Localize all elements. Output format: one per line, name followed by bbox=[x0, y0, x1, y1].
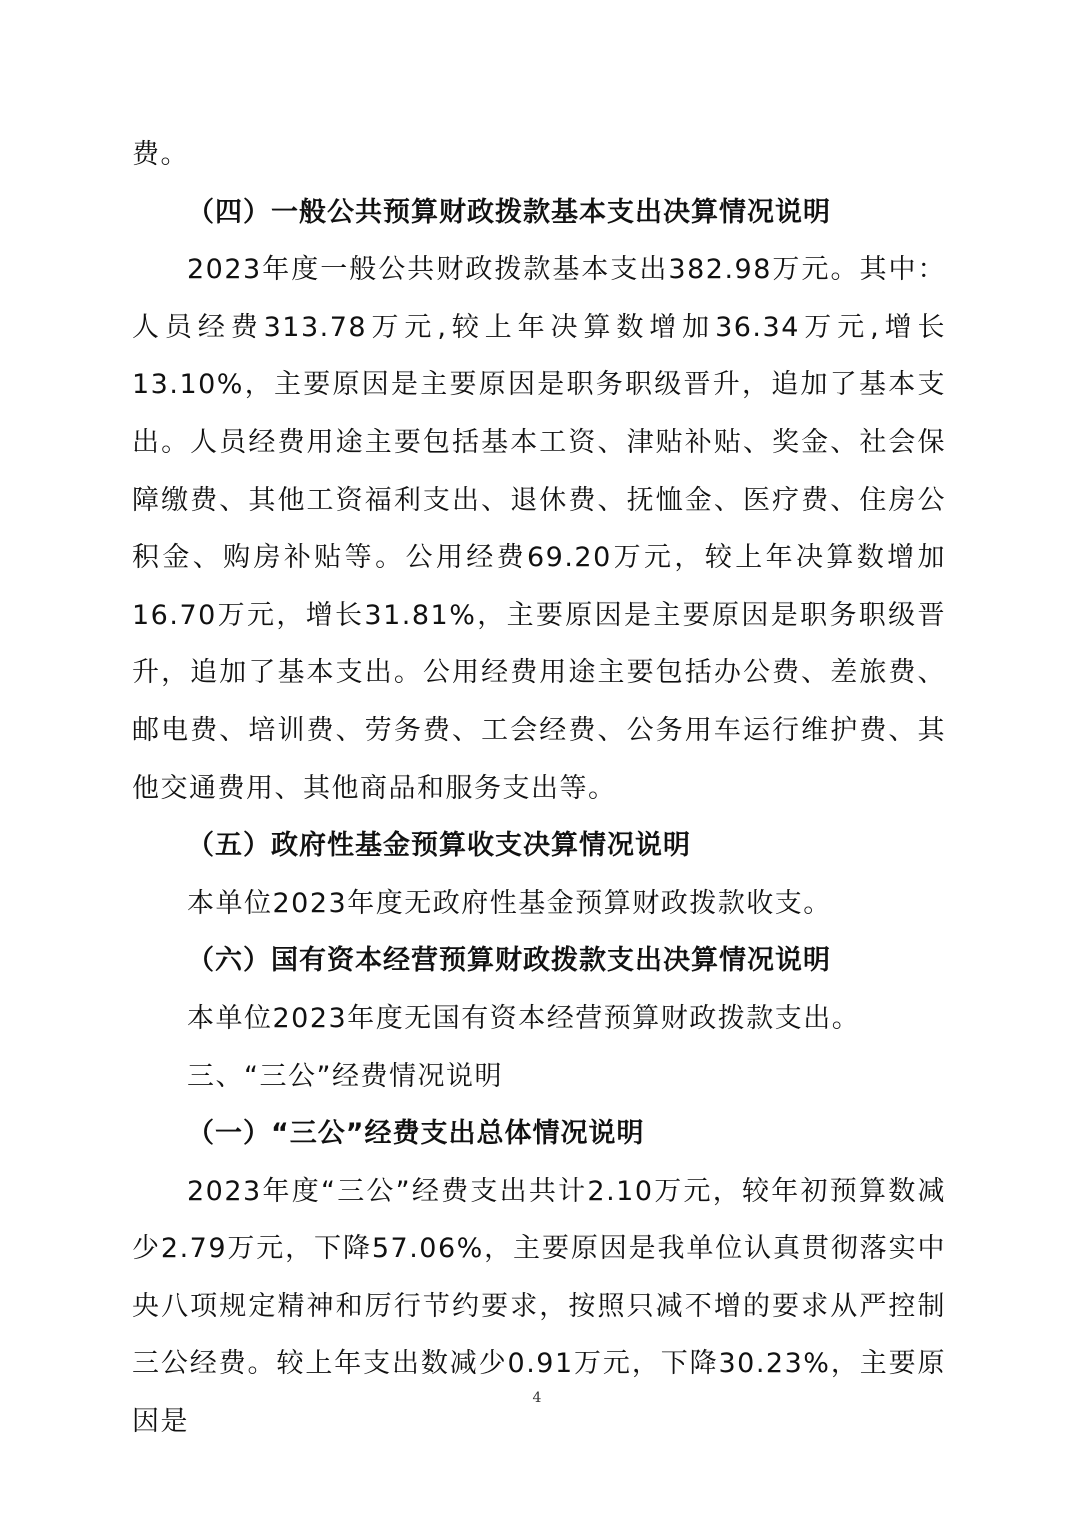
document-body bbox=[132, 126, 946, 1451]
section-heading-6: （六）国有资本经营预算财政拨款支出决算情况说明 bbox=[187, 945, 831, 977]
section-heading-three-public-overall: （一）“三公”经费支出总体情况说明 bbox=[187, 1118, 645, 1150]
section-heading-4: （四）一般公共预算财政拨款基本支出决算情况说明 bbox=[187, 196, 831, 228]
section-heading-5: （五）政府性基金预算收支决算情况说明 bbox=[187, 830, 691, 862]
paragraph-government-fund: 本单位2023年度无政府性基金预算财政拨款收支。 bbox=[187, 887, 832, 919]
paragraph-basic-expenditure: 2023年度一般公共财政拨款基本支出382.98万元。其中：人员经费313.78万元,较上年决算数增加36.34万元,增长13.10%，主要原因是主要原因是职务职级晋升，追加了基本支出。人员经费用途主要包括基本工资、津贴补贴、奖金、社会保障缴费、其他工资福利支出、退休费、抚恤金、医疗费、住房公积金、购房补贴等。公用经费69.20万元，较上年决算数增加16.70万元，增长31.81%，主要原因是主要原因是职务职级晋升，追加了基本支出。公用经费用途主要包括办公费、差旅费、邮电费、培训费、劳务费、工会经费、公务用车运行维护费、其他交通费用、其他商品和服务支出等。 bbox=[132, 254, 946, 804]
page-number: 4 bbox=[532, 1390, 542, 1406]
paragraph-continuation: 费。 bbox=[132, 139, 189, 170]
paragraph-state-capital: 本单位2023年度无国有资本经营预算财政拨款支出。 bbox=[187, 1002, 861, 1034]
paragraph-three-public-overall: 2023年度“三公”经费支出共计2.10万元，较年初预算数减少2.79万元，下降57.06%，主要原因是我单位认真贯彻落实中央八项规定精神和厉行节约要求，按照只减不增的要求从严控制三公经费。较上年支出数减少0.91万元，下降30.23%，主要原因是 bbox=[132, 1175, 946, 1438]
chapter-heading-three-public: 三、“三公”经费情况说明 bbox=[187, 1060, 503, 1092]
